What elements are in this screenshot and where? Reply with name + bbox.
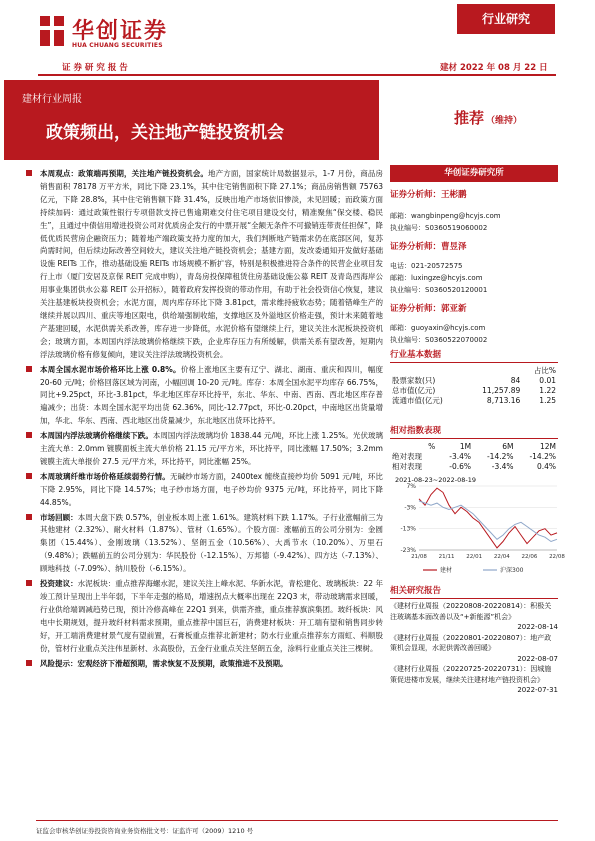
table-row: [390, 452, 558, 462]
table-cell: 股票家数(只): [392, 376, 436, 385]
basics-table: [390, 366, 558, 406]
body-paragraph: [36, 430, 383, 469]
table-header: [390, 442, 558, 452]
analyst-name: 证券分析师：曹昱泽: [390, 242, 467, 252]
report-title: 政策频出，关注地产链投资机会: [46, 123, 284, 143]
analyst-email: 邮箱：wangbinpeng@hcyjs.com: [390, 212, 501, 220]
footer-license: 证监会审核华创证券投资咨询业务资格批文号：证监许可（2009）1210 号: [36, 827, 254, 835]
section-divider: [390, 362, 558, 363]
table-cell: 8,713.16: [486, 396, 521, 405]
paragraph-lead: 风险提示：宏观经济下滑超预期，需求恢复不及预期，政策推进不及预期。: [40, 658, 288, 668]
table-header: [390, 366, 558, 376]
paragraph-lead: 本周观点：政策端再预期，关注地产链投资机会。: [40, 169, 208, 178]
body-paragraph: [36, 364, 383, 429]
x-tick-label: 21/11: [438, 554, 455, 560]
bullet-icon: [26, 473, 32, 479]
table-header-cell: 1M: [459, 442, 472, 451]
table-cell: -14.2%: [486, 452, 514, 461]
paragraph-lead: 本周全国水泥市场价格环比上涨 0.8%。: [40, 364, 181, 374]
rating: [454, 107, 522, 128]
legend-label: 沪深300: [500, 567, 524, 574]
table-header-cell: 6M: [502, 442, 514, 451]
table-cell: -14.2%: [529, 452, 556, 461]
report-date: 2022-08-07: [517, 654, 558, 663]
table-cell: -3.4%: [491, 462, 514, 471]
y-tick-label: -13%: [400, 525, 416, 533]
paragraph-lead: 本周玻璃纤维市场价格延续弱势行情。: [40, 471, 170, 481]
rating-label: 推荐: [454, 109, 485, 127]
report-date: 2022-07-31: [517, 686, 558, 694]
chart-caption: 2021-08-23~2022-08-19: [395, 476, 476, 484]
report-date: 建材 2022 年 08 月 22 日: [440, 63, 548, 73]
report-type-tag: 行业研究: [457, 4, 555, 34]
table-cell: 84: [510, 376, 521, 385]
table-header-cell: 占比%: [533, 366, 556, 375]
x-tick-label: 22/08: [549, 554, 565, 560]
footer-divider: [36, 820, 558, 821]
legend-label: 建材: [440, 567, 453, 574]
industry-basics: [390, 348, 558, 406]
report-item[interactable]: 《建材行业周报（20220801-20220807）：地产政策机会显现，水泥供需改善回暖》: [390, 633, 552, 652]
body-paragraph: [36, 578, 383, 655]
table-cell: 0.4%: [536, 462, 556, 471]
analyst-cert: 执业编号：S0360520120001: [390, 286, 488, 294]
analyst-phone: 电话：021-20572575: [390, 262, 463, 270]
company-logo-mark: [38, 14, 68, 48]
table-cell: 0.01: [539, 376, 556, 385]
table-cell: 总市值(亿元): [392, 386, 436, 395]
table-row: [390, 462, 558, 472]
analyst-email: 邮箱：guoyaxin@hcyjs.com: [390, 324, 486, 332]
table-cell: 流通市值(亿元): [392, 396, 443, 405]
rating-sub: （维持）: [486, 116, 523, 126]
section-divider: [390, 438, 558, 439]
y-tick-label: -3%: [404, 504, 416, 512]
header-divider: [38, 74, 556, 76]
report-item[interactable]: 《建材行业周报（20220725-20220731）：因城施策促进楼市发展，继续关注建材地产链投资机会》: [390, 665, 552, 684]
paragraph-lead: 投资建议：: [40, 579, 78, 589]
table-row: [390, 386, 558, 396]
reports-title: 相关研究报告: [390, 586, 442, 596]
y-tick-label: -23%: [400, 547, 416, 554]
report-date: 2022-08-14: [517, 623, 558, 631]
paragraph-text: 价格上涨地区主要有辽宁、湖北、湖南、重庆和四川，幅度 20-60 元/吨；价格回落区域为河南，小幅回调 10-20 元/吨。库存：本周全国水泥平均库存 66.75%，同比+9.25pct，环比-3.81pct，华北地区库存环比持平，东北、华东、中南、西南、西北地区库存普遍减少；出货：本周全国水泥平均出货 62.36%，同比-12.77pct，环比-0.20pct，中南地区出货量增加，华北、华东、西南、西北地区出货量减少，东北地区出货环比持平。: [40, 364, 384, 426]
table-header-cell: %: [428, 442, 436, 451]
institute-header: 华创证券研究所: [390, 165, 558, 182]
report-item[interactable]: 《建材行业周报（20220808-20220814）：积极关注玻璃基本面改善以及“+新能源”机会》: [390, 602, 552, 621]
paragraph-lead: 本周国内浮法玻璃价格继续下跌。: [40, 431, 153, 441]
analyst-cert: 执业编号：S0360522070002: [390, 336, 488, 344]
table-row: [390, 396, 558, 406]
related-reports: [390, 584, 558, 696]
x-tick-label: 22/01: [466, 554, 483, 560]
bullet-icon: [26, 580, 32, 586]
performance-chart: [393, 480, 565, 580]
table-cell: 绝对表现: [392, 452, 422, 461]
bullet-icon: [26, 514, 32, 520]
table-cell: 相对表现: [392, 462, 422, 471]
body-paragraph: [36, 168, 383, 362]
x-tick-label: 22/04: [493, 554, 510, 560]
table-cell: 1.22: [539, 386, 556, 395]
paragraph-text: 本周国内浮法玻璃均价 1838.44 元/吨，环比上涨 1.25%。光伏玻璃主流大单：2.0mm 镀膜面板主流大单价格 21.15 元/平方米，环比持平，同比涨幅 17.50%；3.2mm 镀膜主流大单报价 27.5 元/平方米，环比持平，同比涨幅 25%。: [40, 431, 383, 466]
analyst-email: 邮箱：luxingze@hcyjs.com: [390, 274, 483, 282]
table-cell: 11,257.89: [482, 386, 521, 395]
analyst-name: 证券分析师：王彬鹏: [390, 190, 467, 200]
basics-title: 行业基本数据: [390, 350, 442, 360]
performance-table: [390, 442, 558, 472]
paragraph-text: 地产方面，国家统计局数据显示，1-7 月份，商品房销售面积 78178 万平方米，同比下降 23.1%，其中住宅销售面积下降 27.1%；商品房销售额 75763 亿元，下降 28.8%，其中住宅销售额下降 31.4%，反映出地产市场依旧惨淡，未见回暖；而政策方面持续加码：通过政策性银行专项借款支持已售逾期难交付住宅项目建设交付，精准聚焦“保交楼、稳民生”，且通过中债信用增进投资公司对优质房企发行的中票开展“全额无条件不可撤销连带责任担保”，降低优质民营房企融资压力；随着地产端政策支持力度的加大，我们判断地产链需求仍在底部区间，复苏尚需时间，但后续边际改善空间较大，建议关注地产链投资机会；基建方面，发改委通知开发做好基础设施 REITs 工作，推动基础设施 REITs 市场规模不断扩容，特别是积极推进符合条件的民营企业项目发行上市（厦门安居及京保 REIT 完成申购），青岛房投保障租赁住房基础设施公募 REIT 及青岛西海岸公用事业集团供水公募 REIT 公开招标），随着政府发挥投资的带动作用，有助于社会投资信心恢复，建议关注基建板块投资机会；水泥方面，周内库存环比下降 3.81pct，需求维持疲软态势；随着错峰生产的继续并展以四川、重庆等地区限电，供给端强制收缩，支撑地区及外溢地区价格走强，预计未来随着地产基建回暖，水泥供需关系改善，库存进一步降低，水泥价格有望继续上行，建议关注水泥板块投资机会；玻璃方面，本周国内浮法玻璃价格继续下跌，企业库存压力有所缓解，供需关系有望改善，短期内浮法玻璃价格有修复倾向，建议关注浮法玻璃投资机会。: [40, 169, 383, 359]
company-logo-text: 华创证券: [72, 18, 169, 44]
paragraph-text: 水泥板块：重点推荐海螺水泥，建议关注上峰水泥、华新水泥，青松建化、玻璃板块：22 年竣工预计呈现出上半年弱，下半年走强的格局，增速拐点大概率出现在 22Q3 末，带动玻璃需求回暖，行业供给端调减趋势已现，预计冷修高峰在 22Q1 到来，供需齐推，重点推荐旗滨集团。玻纤板块：风电中长期规划，提升玻纤材料需求预期，重点推荐中国巨石，消费建材板块：开工端有望和销售同步转好，开工端消费建材景气度有望前置，石膏板重点推荐北新建材；防水行业重点推荐东方雨虹、科顺股份，管材行业重点关注伟星新材、永高股份，五金行业重点关注坚朗五金，涂料行业重点关注三棵树。: [40, 579, 383, 653]
x-tick-label: 22/06: [521, 554, 538, 560]
table-row: [390, 376, 558, 386]
body-column: [36, 168, 383, 672]
performance-title: 相对指数表现: [390, 426, 442, 436]
paragraph-text: 本周大盘下跌 0.57%，创业板本周上涨 1.61%。建筑材料下跌 1.17%。子行业涨幅前三为其他建材（2.32%）、耐火材料（1.87%）、管材（1.65%）。个股方面：涨幅前五的公司分别为：金圆集团（15.44%）、金刚玻璃（13.52%）、坚朗五金（10.56%）、大禹节水（10.20%）、万里石（9.48%）；跌幅前五的公司分别为：华民股份（-12.15%）、万邦德（-9.42%）、四方达（-7.13%）、顾地科技（-7.09%）、纳川股份（-6.15%）。: [40, 512, 383, 574]
analyst-block: [390, 188, 558, 346]
table-cell: -0.6%: [449, 462, 472, 471]
y-tick-label: 7%: [406, 483, 416, 490]
analyst-name: 证券分析师：郭亚新: [390, 304, 467, 314]
bullet-icon: [26, 366, 32, 372]
table-header-cell: 12M: [539, 442, 556, 451]
series-label: 证 券 研 究 报 告: [62, 63, 128, 73]
relative-performance: [390, 424, 558, 472]
bullet-icon: [26, 170, 32, 176]
section-divider: [390, 598, 558, 599]
analyst-cert: 执业编号：S0360519060002: [390, 224, 488, 232]
table-cell: -3.4%: [449, 452, 472, 461]
body-paragraph: [36, 512, 383, 577]
bullet-icon: [26, 432, 32, 438]
x-tick-label: 21/08: [411, 554, 427, 560]
table-cell: 1.25: [539, 396, 556, 405]
bullet-icon: [26, 660, 32, 666]
company-logo-english: HUA CHUANG SECURITIES: [72, 42, 163, 49]
body-paragraph: [36, 471, 383, 510]
paragraph-text: 无碱纱市场方面，2400tex 缠绕直接纱均价 5091 元/吨，环比下降 2.95%，同比下降 14.57%；电子纱市场方面，电子纱均价 9375 元/吨，环比持平，同比下降 44.85%。: [40, 471, 384, 507]
paragraph-lead: 市场回顾：: [40, 512, 78, 522]
series-line-0: [419, 488, 557, 548]
banner-subtitle: 建材行业周报: [22, 94, 82, 105]
body-paragraph: [36, 658, 383, 671]
